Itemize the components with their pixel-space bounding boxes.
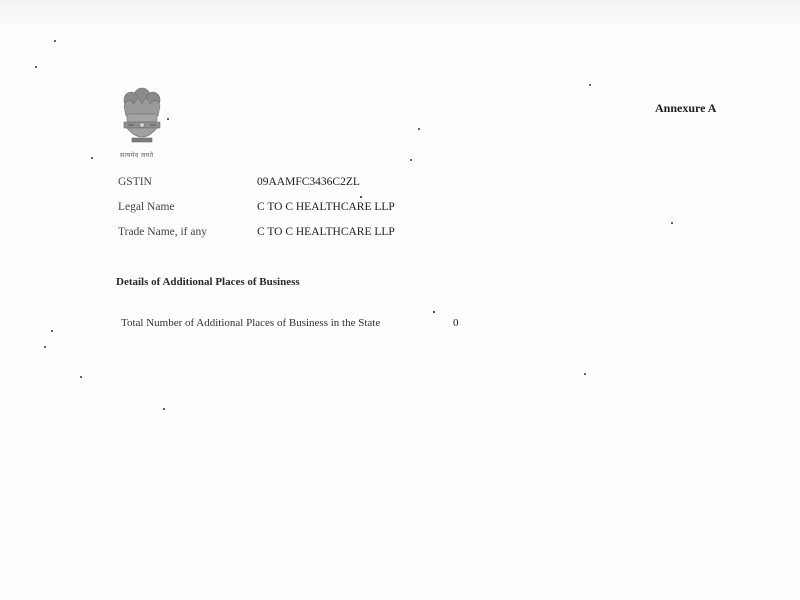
scan-speck [360, 196, 362, 198]
scan-speck [589, 84, 591, 86]
scan-speck [51, 330, 53, 332]
trade-name-value: C TO C HEALTHCARE LLP [257, 226, 395, 238]
trade-name-label: Trade Name, if any [118, 226, 207, 238]
scan-speck [91, 157, 93, 159]
additional-places-count-value: 0 [453, 317, 459, 329]
annexure-label: Annexure A [655, 101, 717, 115]
additional-places-count-label: Total Number of Additional Places of Business in the State [121, 317, 381, 329]
legal-name-label: Legal Name [118, 201, 175, 213]
scan-speck [80, 376, 82, 378]
scan-speck [584, 373, 586, 375]
scan-speck [163, 408, 165, 410]
legal-name-value: C TO C HEALTHCARE LLP [257, 201, 395, 213]
scan-speck [35, 66, 37, 68]
gstin-value: 09AAMFC3436C2ZL [257, 176, 360, 188]
scan-speck [54, 40, 56, 42]
additional-places-heading: Details of Additional Places of Business [116, 276, 300, 288]
scan-speck [44, 346, 46, 348]
scan-speck [671, 222, 673, 224]
scan-speck [418, 128, 420, 130]
emblem-motto: सत्यमेव जयते [120, 153, 154, 159]
scan-speck [167, 118, 169, 120]
scan-speck [410, 159, 412, 161]
scan-speck [433, 311, 435, 313]
gstin-label: GSTIN [118, 176, 152, 188]
scan-shadow [0, 0, 800, 30]
